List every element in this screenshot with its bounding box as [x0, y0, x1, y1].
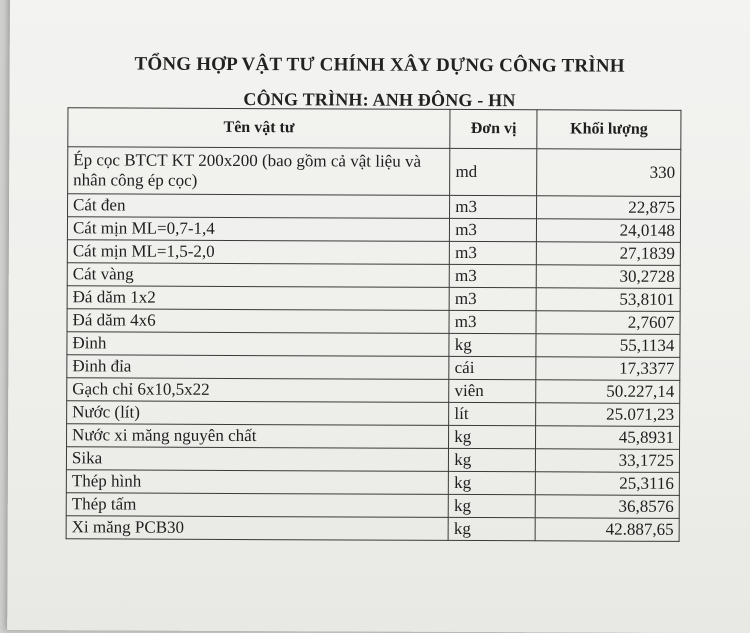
header-name: Tên vật tư [68, 108, 450, 149]
cell-quantity: 55,1134 [536, 334, 680, 358]
table-row [68, 147, 681, 197]
document-title: TỔNG HỢP VẬT TƯ CHÍNH XÂY DỰNG CÔNG TRÌNH [134, 53, 625, 77]
table-row [66, 447, 679, 473]
cell-name: Cát mịn ML=1,5-2,0 [67, 240, 449, 265]
cell-quantity: 45,8931 [536, 426, 680, 450]
cell-name: Cát vàng [67, 263, 449, 288]
cell-unit: m3 [450, 241, 537, 264]
table-row [67, 263, 680, 289]
table-row [66, 516, 679, 542]
cell-unit: lít [449, 402, 536, 425]
table-row [68, 194, 681, 220]
table-row [67, 378, 680, 404]
cell-unit: cái [449, 356, 536, 379]
cell-quantity: 25.071,23 [536, 403, 680, 427]
cell-name: Đá dăm 4x6 [67, 309, 449, 334]
table-row [66, 493, 679, 519]
cell-quantity: 53,8101 [536, 288, 680, 312]
cell-name: Đinh đỉa [67, 355, 449, 380]
table-row [67, 401, 680, 427]
table-row [67, 217, 680, 243]
table-row [67, 424, 680, 450]
cell-name: Nước xi măng nguyên chất [67, 424, 449, 449]
cell-name: Nước (lít) [67, 401, 449, 426]
cell-quantity: 17,3377 [536, 357, 680, 381]
cell-unit: kg [449, 425, 536, 448]
cell-unit: m3 [449, 310, 536, 333]
document-subtitle: CÔNG TRÌNH: ANH ĐÔNG - HN [243, 89, 516, 111]
cell-unit: md [450, 148, 537, 195]
cell-quantity: 42.887,65 [535, 518, 679, 542]
cell-unit: kg [448, 517, 535, 540]
cell-quantity: 25,3116 [535, 472, 679, 496]
cell-unit: m3 [449, 287, 536, 310]
table-row [67, 309, 680, 335]
cell-name: Thép hình [66, 470, 448, 495]
cell-name: Sika [66, 447, 448, 472]
cell-quantity: 30,2728 [536, 265, 680, 289]
cell-unit: kg [449, 333, 536, 356]
cell-unit: viên [449, 379, 536, 402]
table-row [67, 240, 680, 266]
materials-table [66, 107, 682, 542]
table-row [66, 470, 679, 496]
header-row [68, 108, 681, 150]
cell-unit: kg [449, 471, 536, 494]
cell-name: Gạch chỉ 6x10,5x22 [67, 378, 449, 403]
cell-name: Ép cọc BTCT KT 200x200 (bao gồm cả vật liệu và nhân công ép cọc) [68, 147, 450, 196]
paper-sheet [7, 0, 750, 633]
table-row [67, 286, 680, 312]
cell-quantity: 22,875 [537, 196, 681, 220]
header-unit: Đơn vị [450, 109, 537, 148]
cell-unit: m3 [449, 264, 536, 287]
cell-name: Cát mịn ML=0,7-1,4 [67, 217, 449, 242]
table-row [67, 332, 680, 358]
cell-name: Xi măng PCB30 [66, 516, 448, 541]
cell-name: Thép tấm [66, 493, 448, 518]
cell-name: Đá dăm 1x2 [67, 286, 449, 311]
cell-name: Đinh [67, 332, 449, 357]
cell-quantity: 27,1839 [536, 242, 680, 266]
cell-quantity: 330 [537, 149, 681, 197]
cell-quantity: 33,1725 [536, 449, 680, 473]
cell-unit: m3 [450, 218, 537, 241]
table-row [67, 355, 680, 381]
header-quantity: Khối lượng [537, 110, 681, 150]
cell-name: Cát đen [68, 194, 450, 219]
cell-unit: m3 [450, 195, 537, 218]
cell-quantity: 50.227,14 [536, 380, 680, 404]
cell-quantity: 2,7607 [536, 311, 680, 335]
cell-quantity: 24,0148 [537, 219, 681, 243]
cell-unit: kg [448, 494, 535, 517]
cell-unit: kg [449, 448, 536, 471]
cell-quantity: 36,8576 [535, 495, 679, 519]
